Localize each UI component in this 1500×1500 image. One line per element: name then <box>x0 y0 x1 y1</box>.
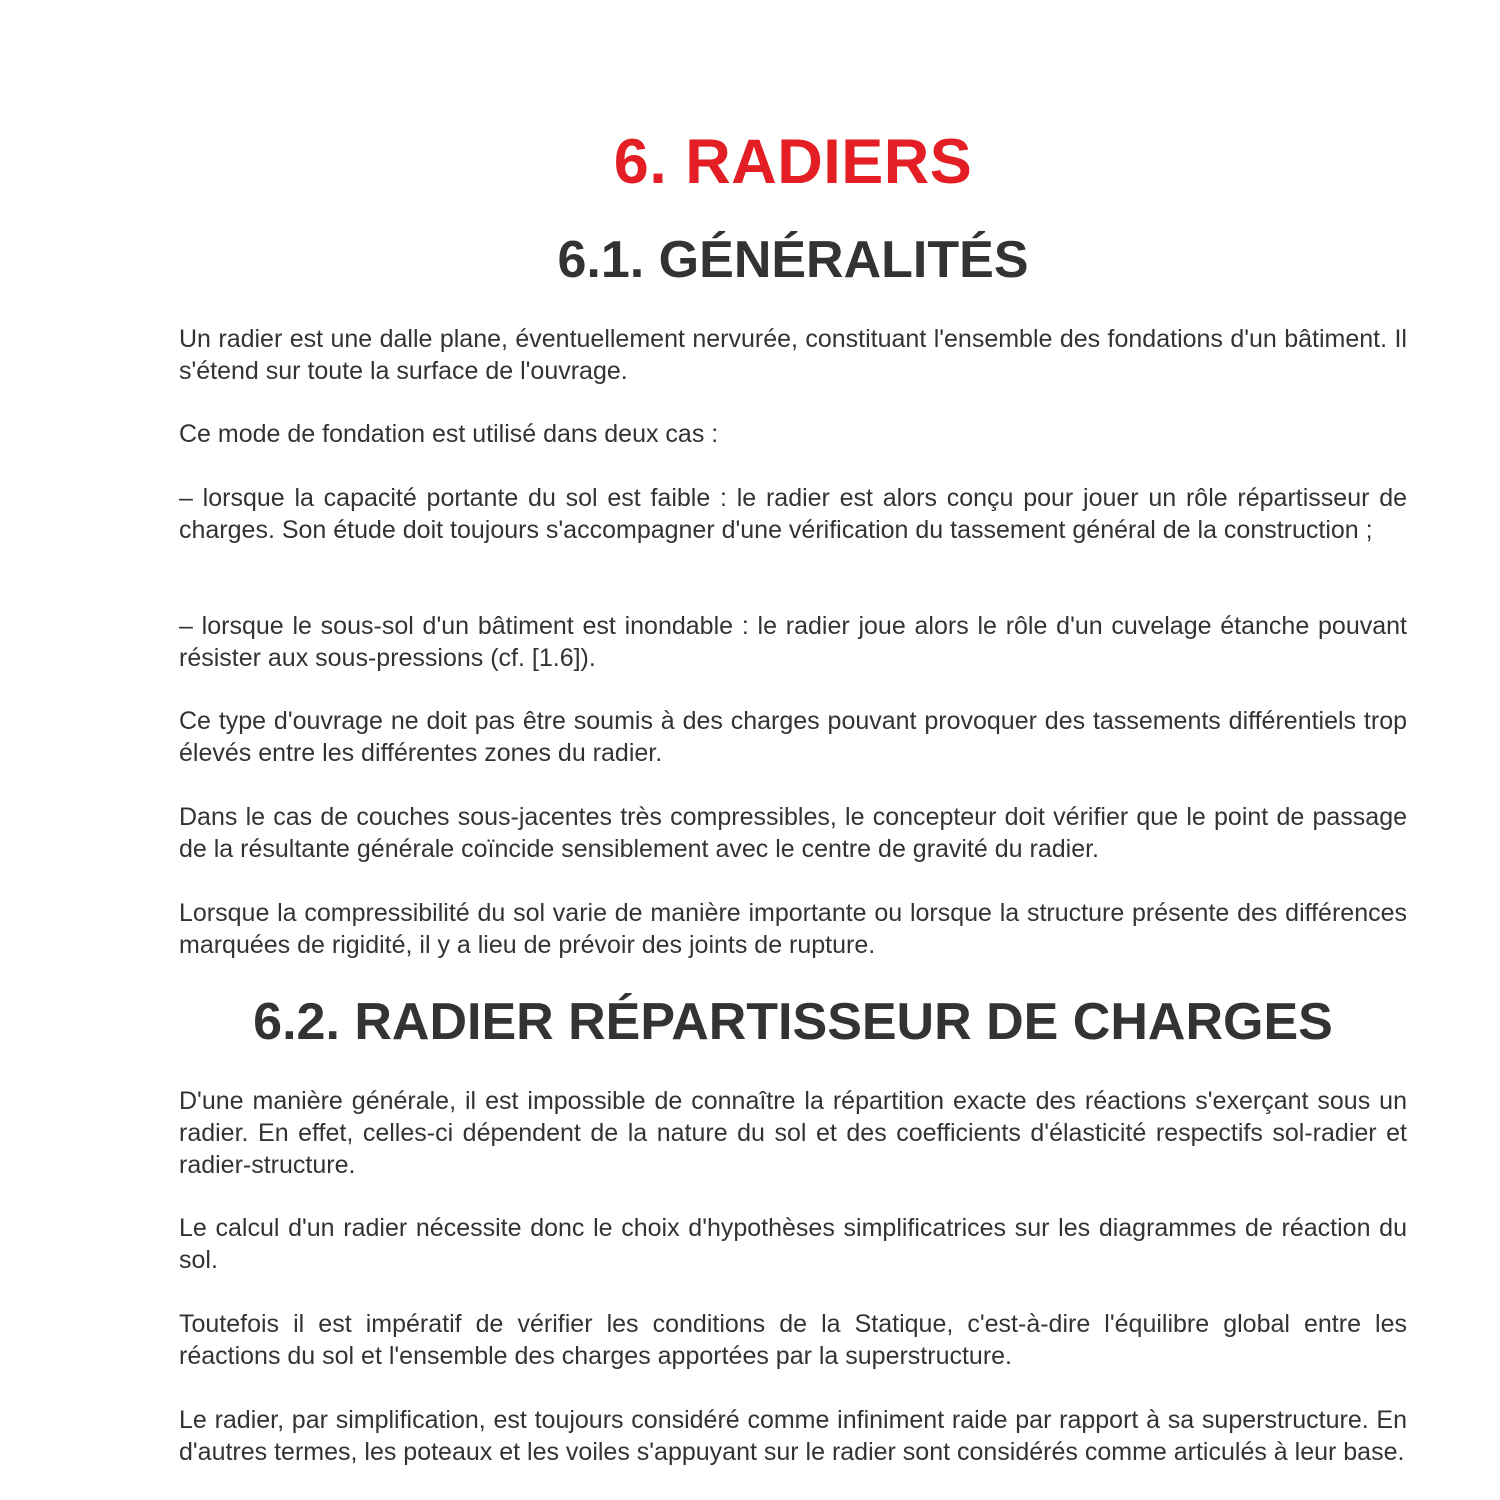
paragraph: Lorsque la compressibilité du sol varie de manière importante ou lorsque la structure présente des différences marquées de rigidité, il y a lieu de prévoir des joints de rupture. <box>179 899 1407 959</box>
paragraph: Dans le cas de couches sous-jacentes très compressibles, le concepteur doit vérifier que le point de passage de la résultante générale coïncide sensiblement avec le centre de gravité du radier. <box>179 803 1407 863</box>
paragraph: Le calcul d'un radier nécessite donc le choix d'hypothèses simplificatrices sur les diagrammes de réaction du sol. <box>179 1214 1407 1274</box>
paragraph: Le radier, par simplification, est toujours considéré comme infiniment raide par rapport à sa superstructure. En d'autres termes, les poteaux et les voiles s'appuyant sur le radier sont considérés comme articulés à leur base. <box>179 1406 1407 1466</box>
list-item: – lorsque le sous-sol d'un bâtiment est inondable : le radier joue alors le rôle d'un cuvelage étanche pouvant résister aux sous-pressions (cf. [1.6]). <box>179 612 1407 672</box>
paragraph: Ce type d'ouvrage ne doit pas être soumis à des charges pouvant provoquer des tassements différentiels trop élevés entre les différentes zones du radier. <box>179 707 1407 767</box>
chapter-title: 6. RADIERS <box>613 127 973 197</box>
paragraph: D'une manière générale, il est impossible de connaître la répartition exacte des réactions s'exerçant sous un radier. En effet, celles-ci dépendent de la nature du sol et des coefficients d'élasticité respectifs sol-radier et radier-structure. <box>179 1087 1407 1179</box>
section-title-radier-repartisseur: 6.2. RADIER RÉPARTISSEUR DE CHARGES <box>253 993 1333 1051</box>
paragraph: Toutefois il est impératif de vérifier les conditions de la Statique, c'est-à-dire l'équilibre global entre les réactions du sol et l'ensemble des charges apportées par la superstructure. <box>179 1310 1407 1370</box>
paragraph: Ce mode de fondation est utilisé dans deux cas : <box>179 420 719 448</box>
section-title-generalites: 6.1. GÉNÉRALITÉS <box>557 231 1029 289</box>
list-item: – lorsque la capacité portante du sol est faible : le radier est alors conçu pour jouer un rôle répartisseur de charges. Son étude doit toujours s'accompagner d'une vérification du tassement général de la construction ; <box>179 484 1407 544</box>
paragraph: Un radier est une dalle plane, éventuellement nervurée, constituant l'ensemble des fondations d'un bâtiment. Il s'étend sur toute la surface de l'ouvrage. <box>179 325 1407 385</box>
